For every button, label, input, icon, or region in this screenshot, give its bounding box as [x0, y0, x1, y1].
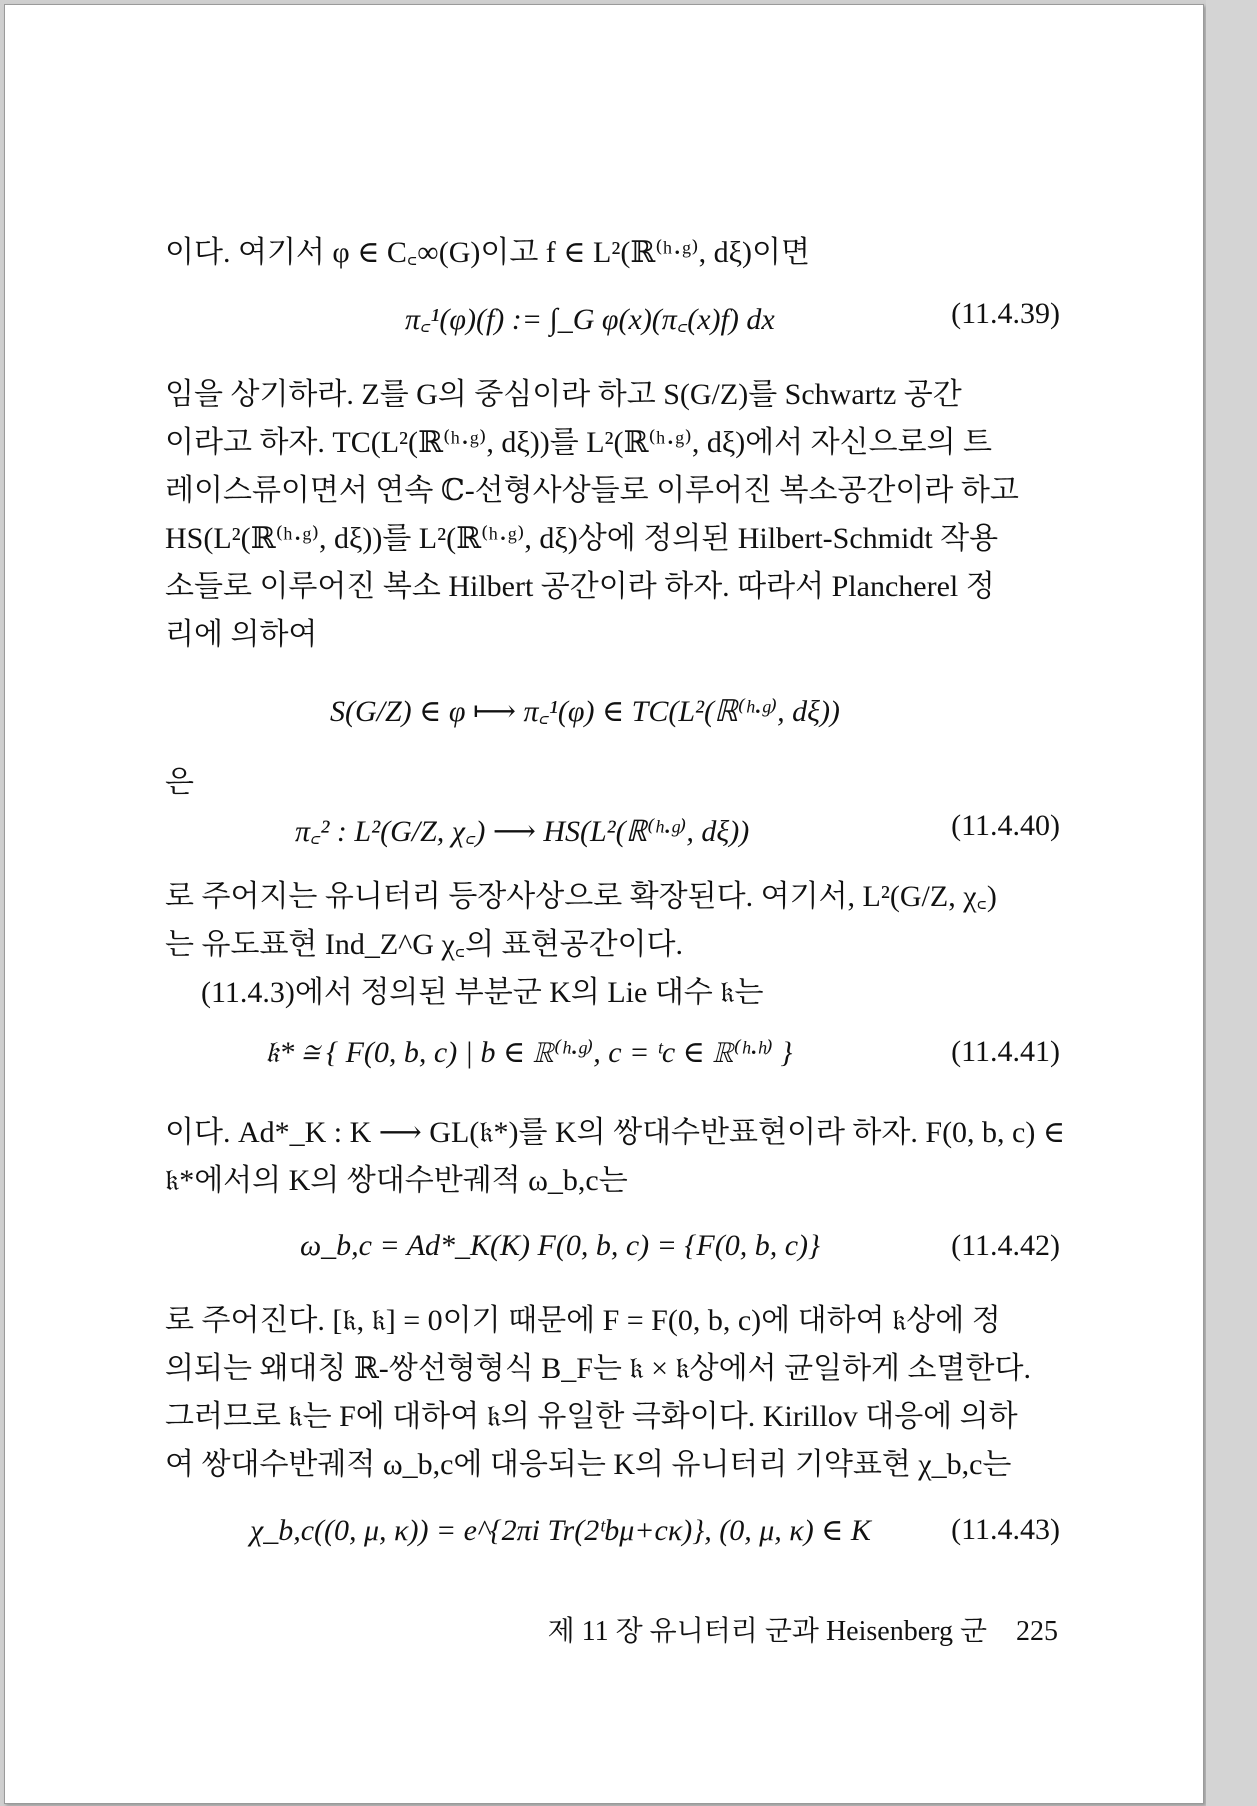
equation-body: ω_b,c = Ad*_K(K) F(0, b, c) = {F(0, b, c)} — [300, 1229, 821, 1262]
text-line-9: 로 주어지는 유니터리 등장사상으로 확장된다. 여기서, L²(G/Z, χ꜀) — [165, 880, 997, 913]
text-line-1: 이다. 여기서 φ ∈ C꜀∞(G)이고 f ∈ L²(ℝ⁽ʰ·ᵍ⁾, dξ)이면 — [165, 236, 810, 269]
text-line-17: 여 쌍대수반궤적 ω_b,c에 대응되는 K의 유니터리 기약표현 χ_b,c는 — [165, 1448, 1012, 1481]
equation-map — [165, 689, 1060, 737]
document-page — [4, 4, 1204, 1804]
equation-body: π꜀¹(φ)(f) := ∫_G φ(x)(π꜀(x)f) dx — [405, 303, 775, 336]
equation-11-4-42 — [165, 1229, 1060, 1277]
equation-number: (11.4.43) — [951, 1513, 1060, 1546]
text-line-8: 은 — [165, 766, 194, 799]
equation-11-4-39 — [165, 297, 1060, 345]
equation-number: (11.4.40) — [951, 809, 1060, 842]
text-line-11: (11.4.3)에서 정의된 부분군 K의 Lie 대수 𝔨는 — [201, 976, 764, 1009]
text-line-4: 레이스류이면서 연속 ℂ-선형사상들로 이루어진 복소공간이라 하고 — [165, 474, 1019, 507]
equation-number: (11.4.39) — [951, 297, 1060, 330]
text-line-5: HS(L²(ℝ⁽ʰ·ᵍ⁾, dξ))를 L²(ℝ⁽ʰ·ᵍ⁾, dξ)상에 정의된 Hilbert-Schmidt 작용 — [165, 522, 999, 555]
text-line-2: 임을 상기하라. Z를 G의 중심이라 하고 S(G/Z)를 Schwartz 공간 — [165, 378, 962, 411]
equation-body: 𝔨* ≅ { F(0, b, c) | b ∈ ℝ⁽ʰ·ᵍ⁾, c = ᵗc ∈ ℝ⁽ʰ·ʰ⁾ } — [265, 1036, 793, 1069]
equation-number: (11.4.41) — [951, 1035, 1060, 1068]
text-line-12: 이다. Ad*_K : K ⟶ GL(𝔨*)를 K의 쌍대수반표현이라 하자. F(0, b, c) ∈ — [165, 1116, 1066, 1149]
equation-number: (11.4.42) — [951, 1229, 1060, 1262]
equation-body: χ_b,c((0, μ, κ)) = e^{2πi Tr(2ᵗbμ+cκ)}, (0, μ, κ) ∈ K — [250, 1514, 871, 1547]
equation-body: S(G/Z) ∈ φ ⟼ π꜀¹(φ) ∈ TC(L²(ℝ⁽ʰ·ᵍ⁾, dξ)) — [330, 695, 840, 728]
page-number: 225 — [1016, 1616, 1058, 1647]
equation-11-4-40 — [165, 809, 1060, 857]
text-line-6: 소들로 이루어진 복소 Hilbert 공간이라 하자. 따라서 Plancherel 정 — [165, 570, 995, 603]
text-line-14: 로 주어진다. [𝔨, 𝔨] = 0이기 때문에 F = F(0, b, c)에 대하여 𝔨상에 정 — [165, 1304, 1001, 1337]
equation-11-4-41 — [165, 1035, 1060, 1083]
text-line-16: 그러므로 𝔨는 F에 대하여 𝔨의 유일한 극화이다. Kirillov 대응에 의하 — [165, 1400, 1018, 1433]
page-footer — [548, 1609, 1058, 1649]
text-line-15: 의되는 왜대칭 ℝ-쌍선형형식 B_F는 𝔨 × 𝔨상에서 균일하게 소멸한다. — [165, 1352, 1031, 1385]
text-line-7: 리에 의하여 — [165, 618, 318, 651]
viewer-margin — [1206, 0, 1257, 1806]
equation-body: π꜀² : L²(G/Z, χ꜀) ⟶ HS(L²(ℝ⁽ʰ·ᵍ⁾, dξ)) — [295, 815, 750, 848]
text-line-13: 𝔨*에서의 K의 쌍대수반궤적 ω_b,c는 — [165, 1164, 628, 1197]
text-line-10: 는 유도표현 Ind_Z^G χ꜀의 표현공간이다. — [165, 928, 684, 961]
text-line-3: 이라고 하자. TC(L²(ℝ⁽ʰ·ᵍ⁾, dξ))를 L²(ℝ⁽ʰ·ᵍ⁾, dξ)에서 자신으로의 트 — [165, 426, 993, 459]
chapter-title: 제 11 장 유니터리 군과 Heisenberg 군 — [547, 1616, 987, 1647]
equation-11-4-43 — [165, 1513, 1060, 1561]
